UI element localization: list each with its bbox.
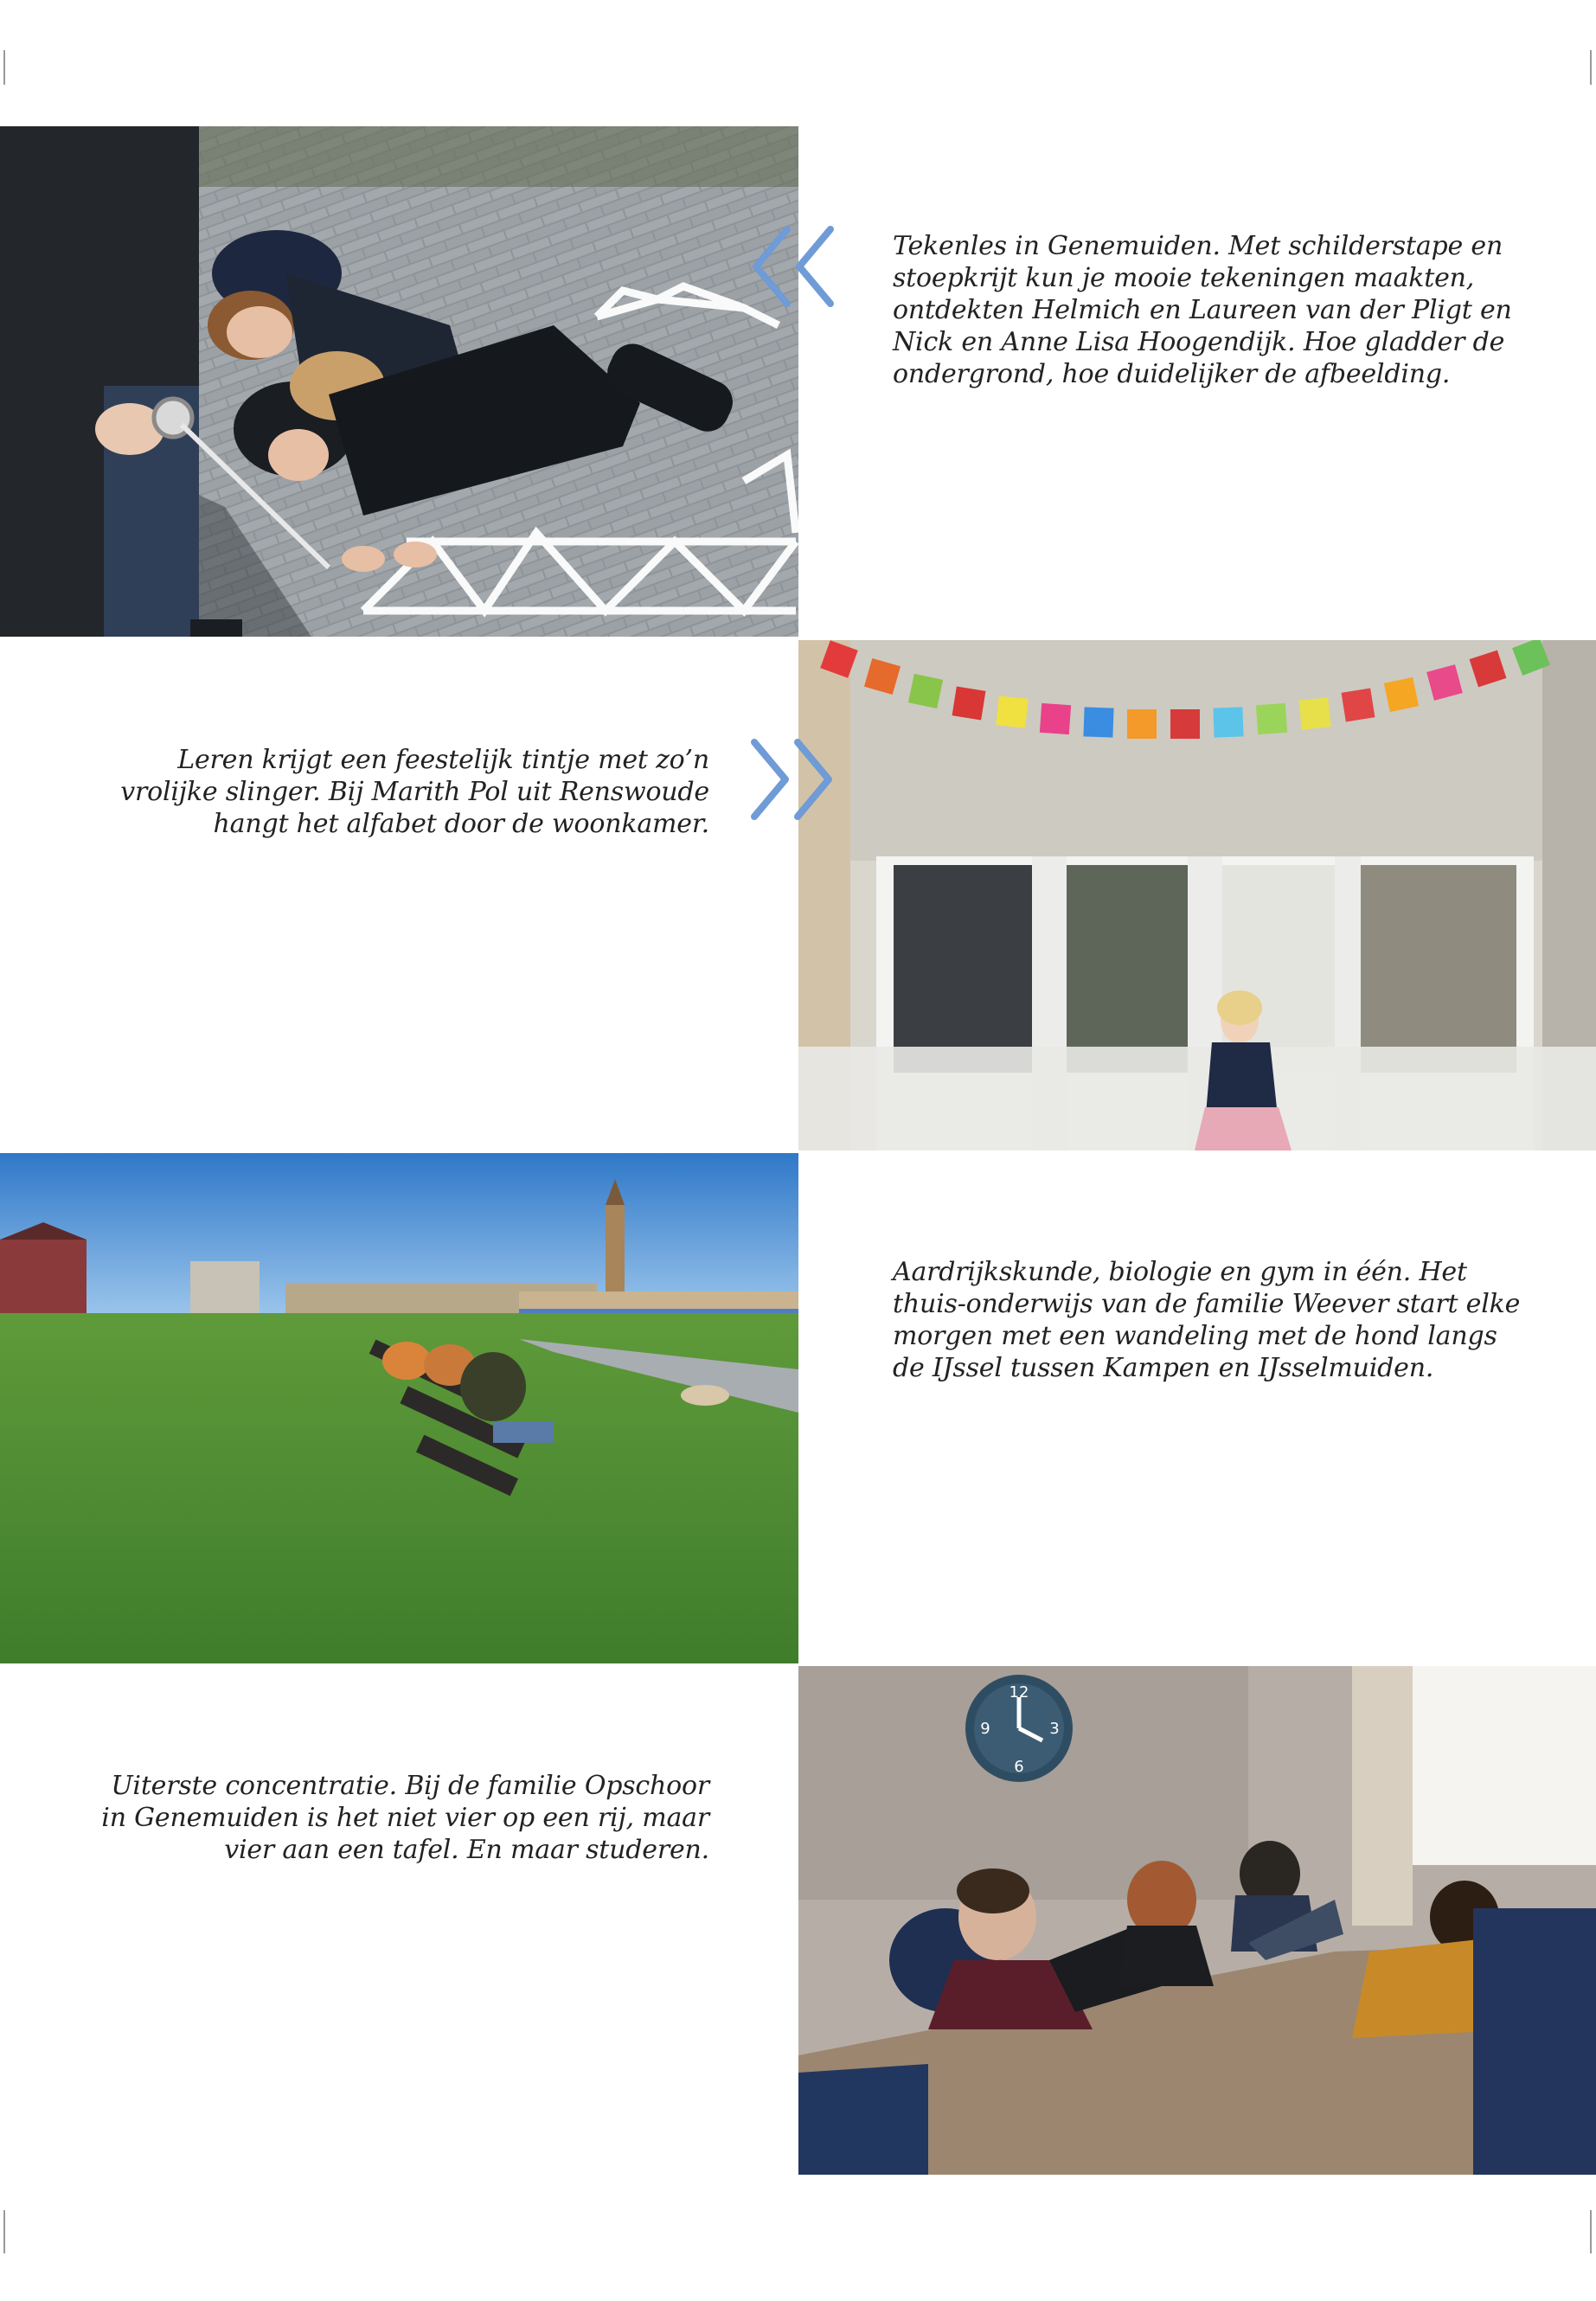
clock-number-12: 12 xyxy=(1009,1683,1029,1702)
caption-aardrijkskunde: Aardrijkskunde, biologie en gym in één. Het thuis-onderwijs van de familie Weever start elke morgen met een wandeling met de hond langs de IJssel tussen Kampen en IJsselmuiden. xyxy=(893,1257,1521,1383)
double-chevron-left-icon xyxy=(744,219,839,314)
study-table-photo xyxy=(798,1666,1596,2175)
caption-concentratie: Uiterste concentratie. Bij de familie Opschoor in Genemuiden is het niet vier op een rij, maar vier aan een tafel. En maar studeren. xyxy=(101,1771,709,1865)
chalk-tape-drawing-photo xyxy=(0,126,798,637)
clock-number-3: 3 xyxy=(1049,1720,1060,1738)
alphabet-garland-photo xyxy=(798,640,1596,1150)
caption-slinger: Leren krijgt een feestelijk tintje met zo’n vrolijke slinger. Bij Marith Pol uit Renswoude hangt het alfabet door de woonkamer. xyxy=(120,745,709,839)
double-chevron-right-icon xyxy=(746,732,841,827)
crop-mark-top-right xyxy=(1590,50,1592,85)
crop-mark-bottom-right xyxy=(1590,2210,1592,2253)
caption-tekenles: Tekenles in Genemuiden. Met schilderstape en stoepkrijt kun je mooie tekeningen maakten, ontdekten Helmich en Laureen van der Pligt en Nick en Anne Lisa Hoogendijk. Hoe gladder de ondergrond, hoe duidelijker de afbeelding. xyxy=(893,231,1512,389)
crop-mark-bottom-left xyxy=(3,2210,5,2253)
clock-number-9: 9 xyxy=(980,1720,990,1738)
crop-mark-top-left xyxy=(3,50,5,85)
ijssel-bench-photo xyxy=(0,1153,798,1663)
clock-number-6: 6 xyxy=(1014,1758,1024,1776)
